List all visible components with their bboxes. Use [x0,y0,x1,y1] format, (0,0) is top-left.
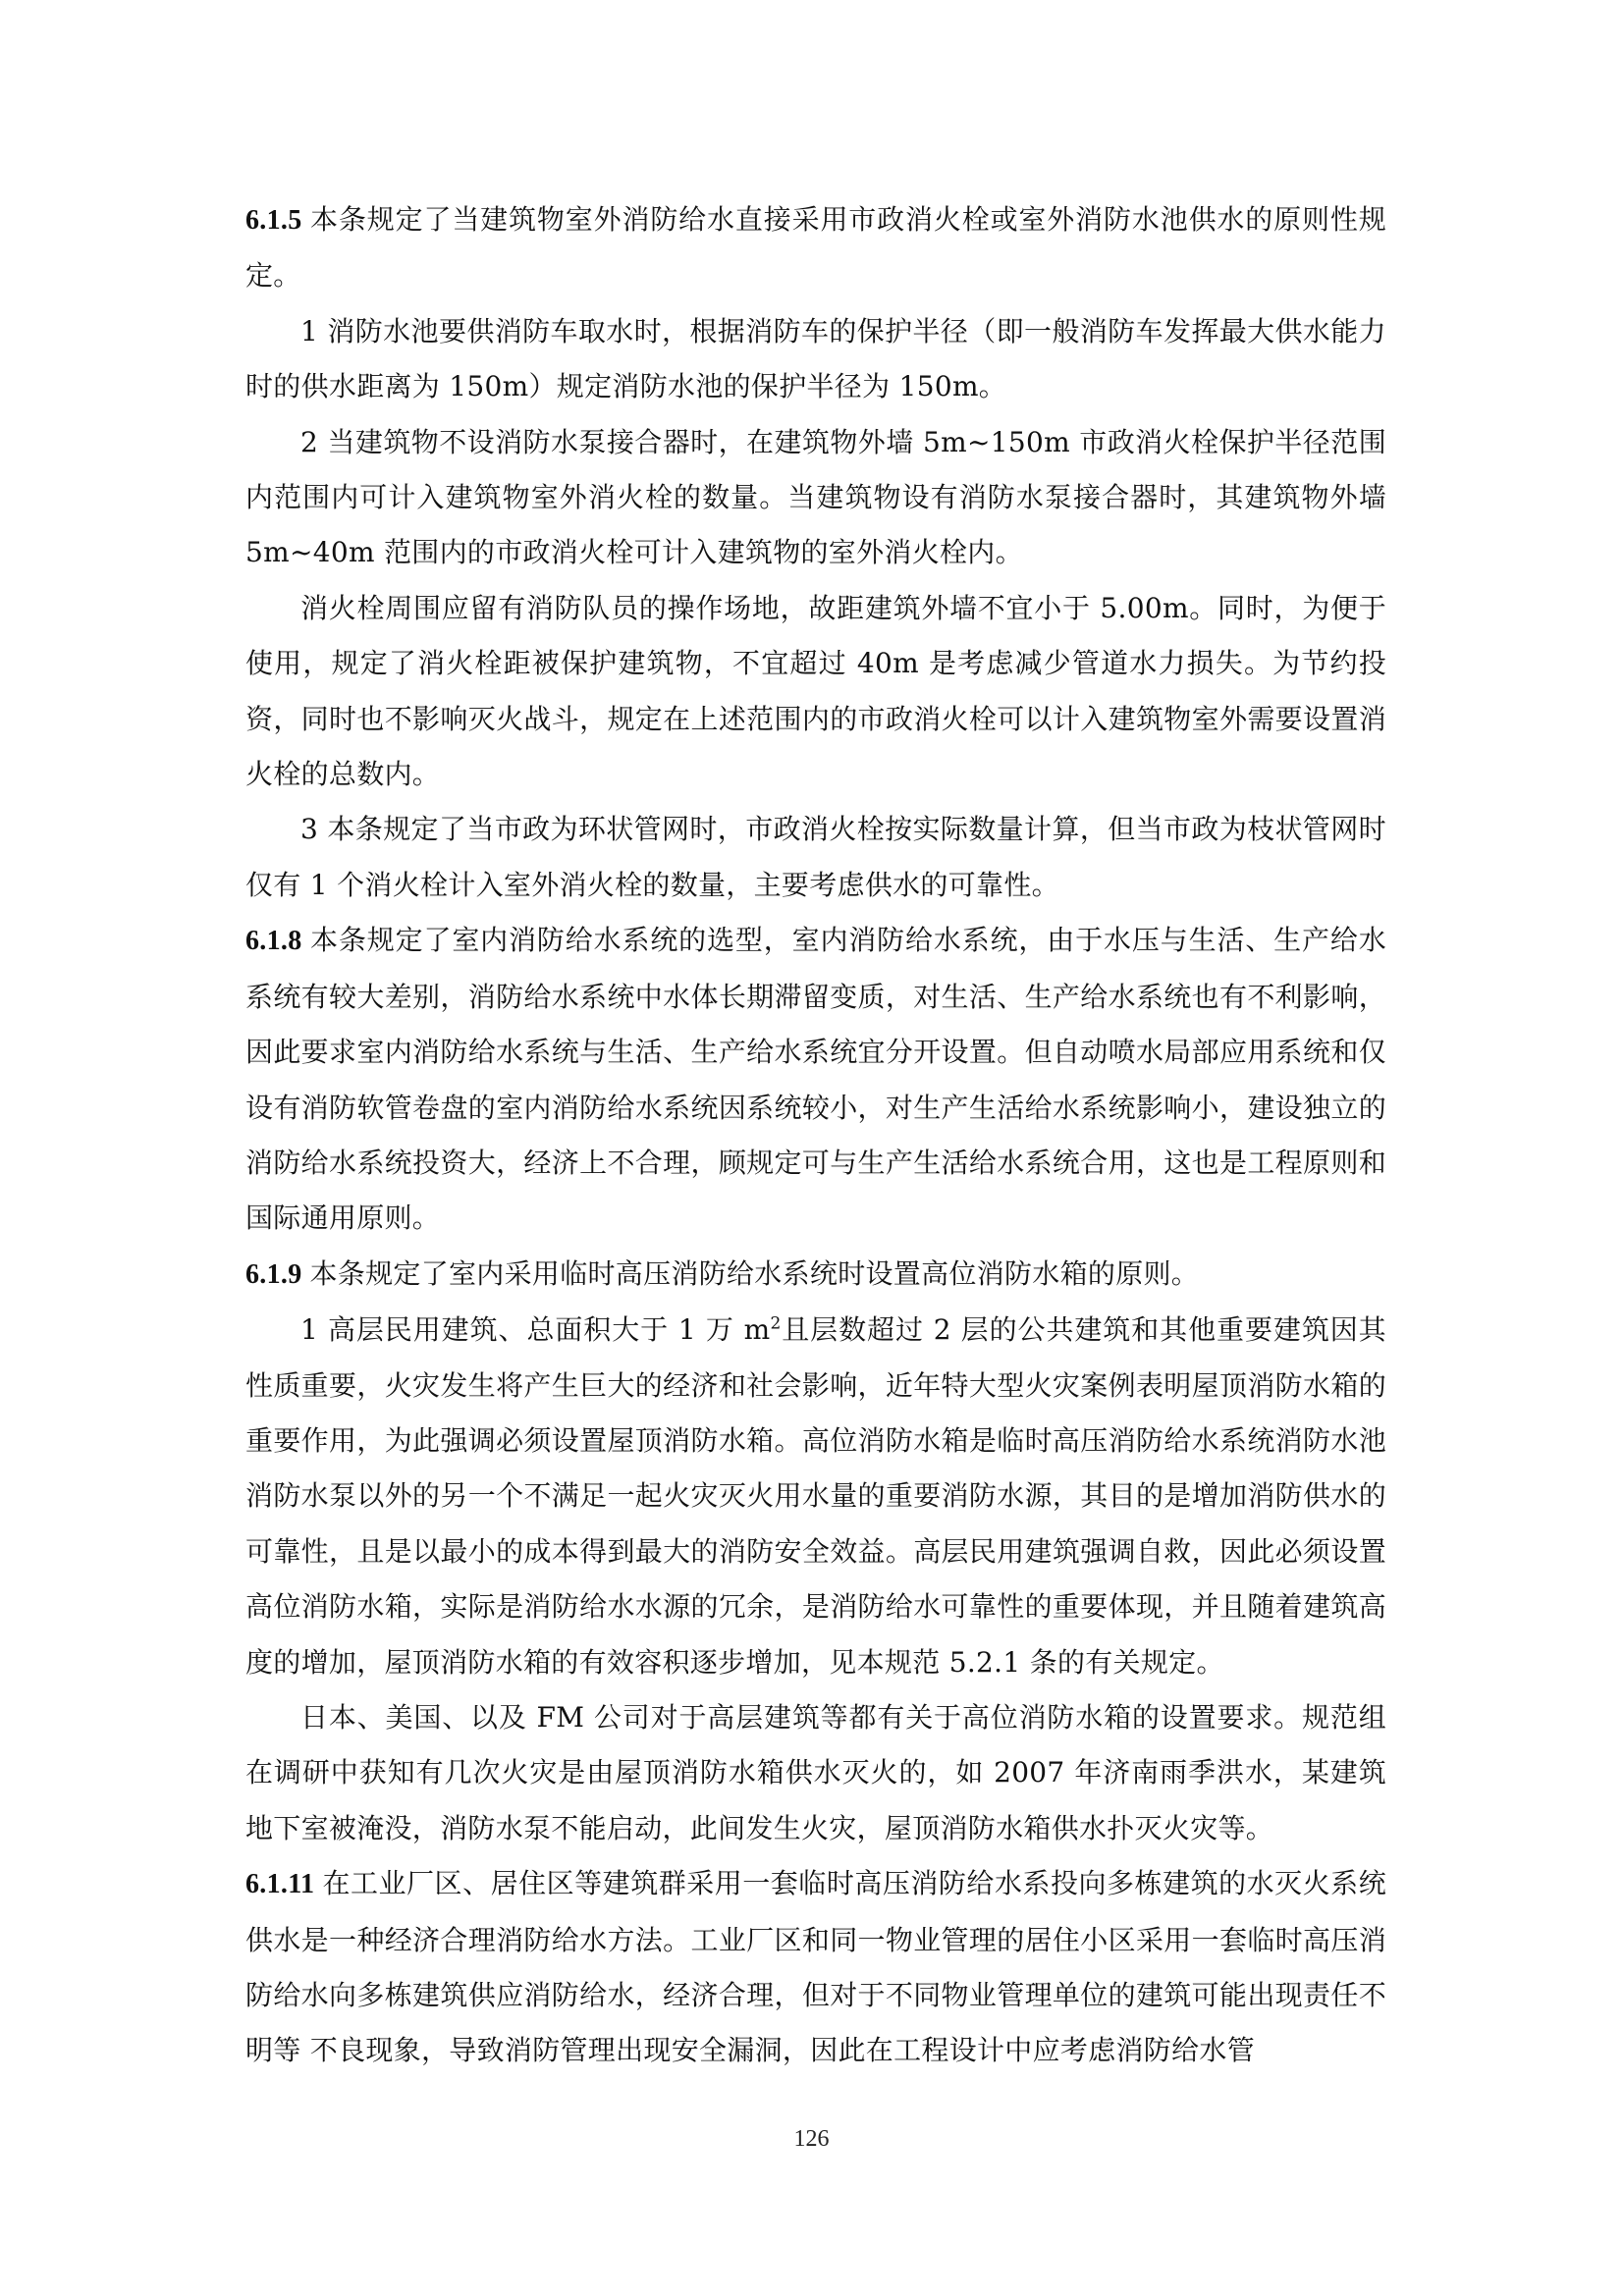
item-text: 1 高层民用建筑、总面积大于 1 万 m [300,1313,771,1347]
clause-text: 本条规定了室内消防给水系统的选型，室内消防给水系统，由于水压与生活、生产给水系统有较大差别，消防给水系统中水体长期滞留变质，对生活、生产给水系统也有不利影响，因此要求室内消防给水系统与生活、生产给水系统宜分开设置。但自动喷水局部应用系统和仅设有消防软管卷盘的室内消防给水系统因系统较小，对生产生活给水系统影响小，建设独立的消防给水系统投资大，经济上不合理，顾规定可与生产生活给水系统合用，这也是工程原则和国际通用原则。 [245,924,1386,1235]
clause-6-1-9 [245,1247,1386,1303]
clause-text: 本条规定了当建筑物室外消防给水直接采用市政消火栓或室外消防水池供水的原则性规定。 [245,203,1386,293]
clause-number: 6.1.11 [245,1869,315,1900]
clause-6-1-11 [245,1856,1386,2079]
item-text: 且层数超过 2 层的公共建筑和其他重要建筑因其性质重要，火灾发生将产生巨大的经济和社会影响，近年特大型火灾案例表明屋顶消防水箱的重要作用，为此强调必须设置屋顶消防水箱。高位消防水箱是临时高压消防给水系统消防水池消防水泵以外的另一个不满足一起火灾灭火用水量的重要消防水源，其目的是增加消防供水的可靠性，且是以最小的成本得到最大的消防安全效益。高层民用建筑强调自救，因此必须设置高位消防水箱，实际是消防给水水源的冗余，是消防给水可靠性的重要体现，并且随着建筑高度的增加，屋顶消防水箱的有效容积逐步增加，见本规范 5.2.1 条的有关规定。 [245,1313,1386,1679]
superscript: 2 [770,1313,782,1334]
paragraph [245,1303,1386,1690]
clause-text: 在工业厂区、居住区等建筑群采用一套临时高压消防给水系投向多栋建筑的水灭火系统供水是一种经济合理消防给水方法。工业厂区和同一物业管理的居住小区采用一套临时高压消防给水向多栋建筑供应消防给水，经济合理，但对于不同物业管理单位的建筑可能出现责任不明等 不良现象，导致消防管理出现安全漏洞，因此在工程设计中应考虑消防给水管 [245,1867,1386,2067]
page-number: 126 [793,2126,830,2152]
clause-6-1-5 [245,192,1386,304]
paragraph: 日本、美国、以及 FM 公司对于高层建筑等都有关于高位消防水箱的设置要求。规范组在调研中获知有几次火灾是由屋顶消防水箱供水灭火的，如 2007 年济南雨季洪水，某建筑地下室被淹没，消防水泵不能启动，此间发生火灾，屋顶消防水箱供水扑灭火灾等。 [245,1700,1386,1844]
paragraph: 3 本条规定了当市政为环状管网时，市政消火栓按实际数量计算，但当市政为枝状管网时仅有 1 个消火栓计入室外消火栓的数量，主要考虑供水的可靠性。 [245,813,1386,901]
paragraph: 1 消防水池要供消防车取水时，根据消防车的保护半径（即一般消防车发挥最大供水能力时的供水距离为 150m）规定消防水池的保护半径为 150m。 [245,314,1386,403]
document-page [245,192,1386,2079]
paragraph: 2 当建筑物不设消防水泵接合器时，在建筑物外墙 5m~150m 市政消火栓保护半径范围内范围内可计入建筑物室外消火栓的数量。当建筑物设有消防水泵接合器时，其建筑物外墙 5m~40m 范围内的市政消火栓可计入建筑物的室外消火栓内。 [245,425,1386,569]
clause-6-1-8 [245,913,1386,1246]
paragraph: 消火栓周围应留有消防队员的操作场地，故距建筑外墙不宜小于 5.00m。同时，为便于使用，规定了消火栓距被保护建筑物，不宜超过 40m 是考虑减少管道水力损失。为节约投资，同时也不影响灭火战斗，规定在上述范围内的市政消火栓可以计入建筑物室外需要设置消火栓的总数内。 [245,591,1386,791]
clause-text: 本条规定了室内采用临时高压消防给水系统时设置高位消防水箱的原则。 [309,1256,1200,1290]
clause-number: 6.1.5 [245,205,302,236]
clause-number: 6.1.9 [245,1258,302,1290]
clause-number: 6.1.8 [245,926,302,957]
